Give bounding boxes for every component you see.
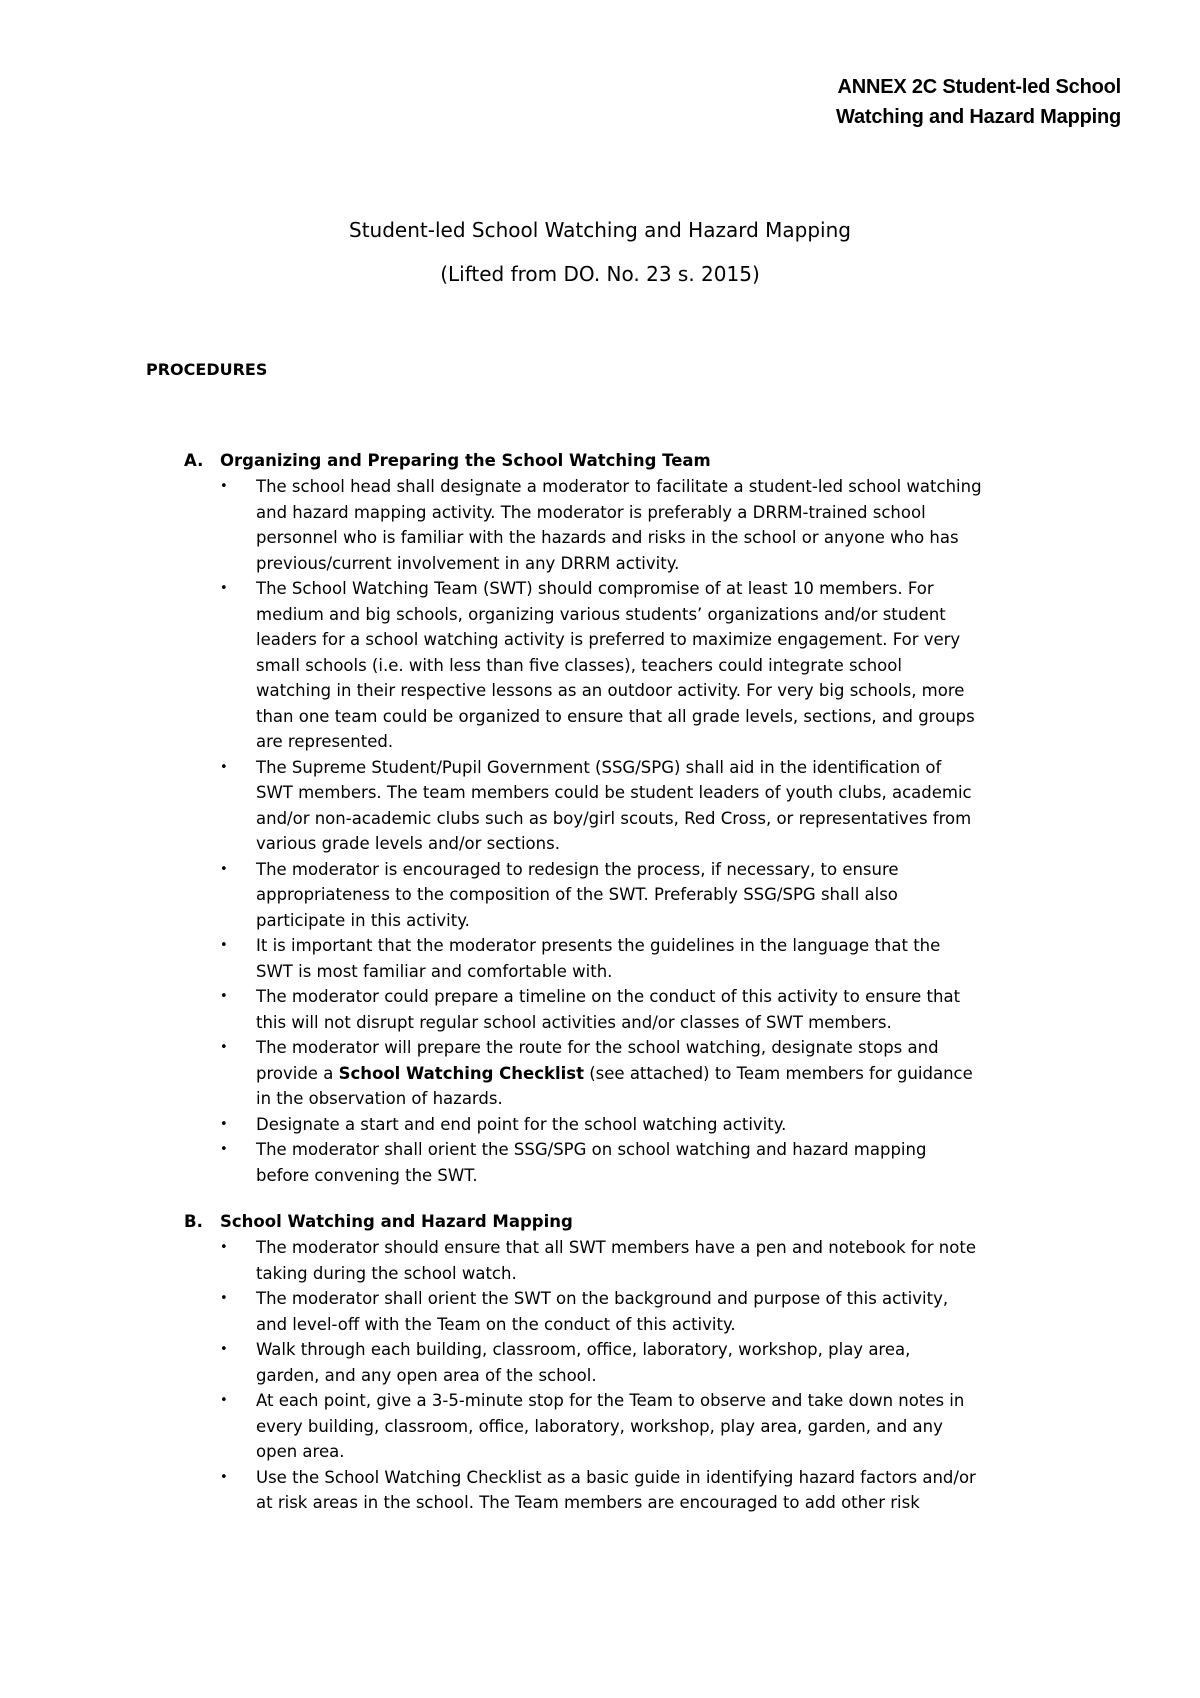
list-item — [184, 1035, 1056, 1112]
bullet-icon: • — [220, 861, 228, 877]
bullet-icon: • — [220, 1240, 228, 1255]
list-item — [184, 1286, 1056, 1337]
bullet-icon: • — [220, 1142, 228, 1157]
checklist-emphasis: School Watching Checklist — [338, 1063, 584, 1083]
list-item-line: open area. — [256, 1442, 345, 1461]
section-a-heading — [184, 448, 1084, 474]
annex-line-1: ANNEX 2C Student-led School — [837, 76, 1121, 98]
list-item — [184, 857, 1056, 934]
section-a-list — [184, 474, 1084, 1188]
list-item-line: every building, classroom, office, laboratory, workshop, play area, garden, and any — [256, 1416, 943, 1436]
list-item-line: small schools (i.e. with less than five classes), teachers could integrate school — [256, 655, 902, 675]
bullet-icon: • — [220, 581, 228, 596]
list-item-line: and hazard mapping activity. The moderator is preferably a DRRM-trained school — [256, 502, 926, 522]
list-item-line — [256, 1061, 1056, 1087]
section-b-list — [184, 1235, 1084, 1516]
list-item-line: The school head shall designate a moderator to facilitate a student-led school watching — [256, 477, 982, 496]
section-a — [184, 448, 1084, 1188]
list-item-line: before convening the SWT. — [256, 1165, 478, 1185]
list-item-line: appropriateness to the composition of the SWT. Preferably SSG/SPG shall also — [256, 885, 898, 904]
list-item-line: The moderator shall orient the SSG/SPG on school watching and hazard mapping — [256, 1140, 927, 1159]
bullet-icon: • — [220, 1291, 228, 1306]
list-item-line: than one team could be organized to ensure that all grade levels, sections, and groups — [256, 706, 975, 726]
list-item-line: previous/current involvement in any DRRM activity. — [256, 553, 680, 573]
bullet-icon: • — [220, 759, 228, 775]
list-item-line: and/or non-academic clubs such as boy/girl scouts, Red Cross, or representatives from — [256, 808, 972, 828]
list-item — [184, 984, 1056, 1035]
list-item-line: The School Watching Team (SWT) should compromise of at least 10 members. For — [256, 579, 934, 598]
document-title-block — [0, 216, 1200, 288]
list-item — [184, 474, 1056, 576]
list-item — [184, 1337, 1056, 1388]
list-item-line: in the observation of hazards. — [256, 1089, 503, 1108]
list-item-text: provide a — [256, 1063, 339, 1083]
list-item-line: watching in their respective lessons as an outdoor activity. For very big schools, more — [256, 681, 965, 700]
document-title: Student-led School Watching and Hazard Mapping — [349, 218, 851, 242]
list-item — [184, 1388, 1056, 1465]
section-b — [184, 1209, 1084, 1516]
list-item — [184, 1137, 1056, 1188]
bullet-icon: • — [220, 989, 228, 1004]
procedures-heading: PROCEDURES — [146, 360, 268, 379]
list-item — [184, 576, 1056, 755]
list-item-line: SWT members. The team members could be student leaders of youth clubs, academic — [256, 783, 972, 802]
list-item-line: The Supreme Student/Pupil Government (SSG/SPG) shall aid in the identification of — [256, 757, 942, 777]
section-b-heading — [184, 1209, 1084, 1235]
bullet-icon: • — [220, 1469, 228, 1485]
list-item-line: medium and big schools, organizing various students’ organizations and/or student — [256, 604, 946, 624]
section-b-title: School Watching and Hazard Mapping — [220, 1212, 573, 1231]
list-item-line: garden, and any open area of the school. — [256, 1365, 597, 1385]
annex-label — [836, 72, 1121, 132]
list-item-line: SWT is most familiar and comfortable with. — [256, 961, 613, 981]
document-subtitle: (Lifted from DO. No. 23 s. 2015) — [440, 262, 760, 286]
bullet-icon: • — [220, 938, 228, 953]
bullet-icon: • — [220, 1342, 228, 1357]
list-item — [184, 933, 1056, 984]
list-item-line: taking during the school watch. — [256, 1263, 517, 1283]
bullet-icon: • — [220, 1040, 228, 1055]
list-item-line: this will not disrupt regular school activities and/or classes of SWT members. — [256, 1012, 892, 1032]
list-item-line: leaders for a school watching activity is preferred to maximize engagement. For very — [256, 630, 961, 649]
list-item-text: (see attached) to Team members for guidance — [584, 1063, 973, 1083]
list-item-line: The moderator is encouraged to redesign the process, if necessary, to ensure — [256, 859, 899, 879]
list-item-line: It is important that the moderator presents the guidelines in the language that the — [256, 936, 941, 955]
list-item-line: various grade levels and/or sections. — [256, 834, 560, 853]
list-item — [184, 1235, 1056, 1286]
list-item-line: Designate a start and end point for the school watching activity. — [256, 1114, 787, 1134]
bullet-icon: • — [220, 1116, 228, 1132]
list-item-line: at risk areas in the school. The Team members are encouraged to add other risk — [256, 1493, 920, 1512]
section-a-title: Organizing and Preparing the School Watching Team — [220, 451, 711, 470]
list-item-line: are represented. — [256, 732, 394, 751]
list-item-line: Walk through each building, classroom, office, laboratory, workshop, play area, — [256, 1340, 911, 1359]
list-item-line: Use the School Watching Checklist as a basic guide in identifying hazard factors and/or — [256, 1467, 976, 1487]
list-item-line: At each point, give a 3-5-minute stop for the Team to observe and take down notes in — [256, 1391, 965, 1410]
list-item — [184, 1465, 1056, 1516]
list-item — [184, 755, 1056, 857]
list-item-line: participate in this activity. — [256, 910, 470, 930]
list-item-line: personnel who is familiar with the hazards and risks in the school or anyone who has — [256, 528, 959, 547]
list-item-line: The moderator shall orient the SWT on the background and purpose of this activity, — [256, 1289, 949, 1308]
bullet-icon: • — [220, 1393, 228, 1408]
section-b-letter: B. — [184, 1212, 203, 1231]
list-item — [184, 1112, 1056, 1138]
section-a-letter: A. — [184, 451, 204, 470]
list-item-line: and level-off with the Team on the conduct of this activity. — [256, 1314, 736, 1334]
list-item-line: The moderator should ensure that all SWT members have a pen and notebook for note — [256, 1238, 976, 1257]
list-item-line: The moderator will prepare the route for the school watching, designate stops and — [256, 1038, 939, 1057]
annex-line-2: Watching and Hazard Mapping — [836, 106, 1121, 128]
list-item-line: The moderator could prepare a timeline on the conduct of this activity to ensure that — [256, 987, 961, 1006]
bullet-icon: • — [220, 479, 228, 494]
